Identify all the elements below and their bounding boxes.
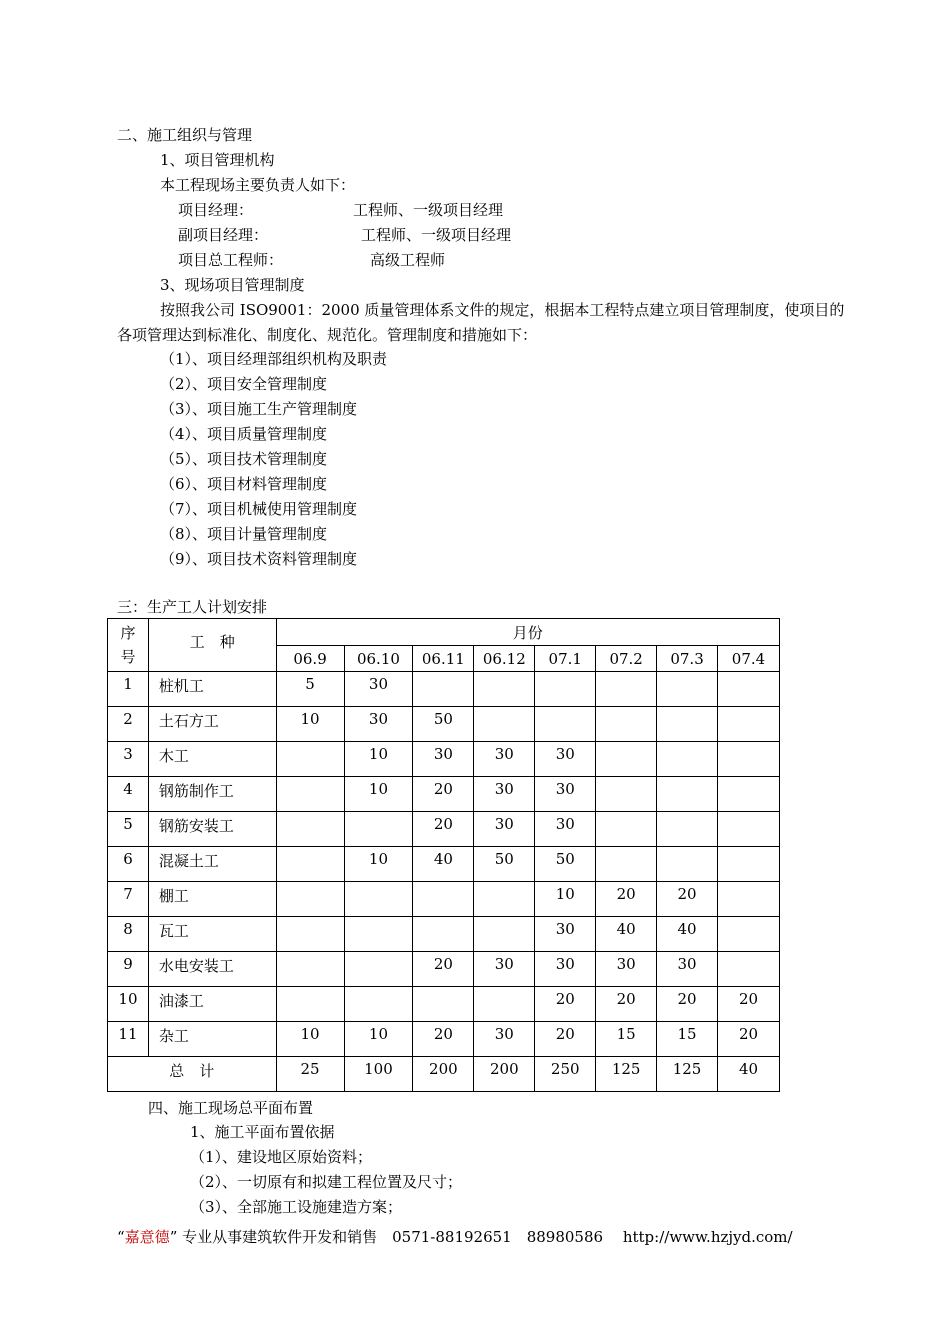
row-value-cell — [657, 847, 718, 882]
row-value-cell — [657, 812, 718, 847]
table-row — [108, 812, 780, 847]
row-number: 9 — [108, 952, 149, 987]
month-cell: 06.9 — [276, 646, 344, 672]
total-label: 总 计 — [108, 1057, 277, 1092]
table-row — [108, 707, 780, 742]
mgmt-item-6: （6）、项目材料管理制度 — [160, 475, 328, 493]
row-value-cell — [718, 672, 780, 707]
row-value-cell — [718, 742, 780, 777]
row-worker-type: 油漆工 — [148, 987, 276, 1022]
row-value-cell — [596, 812, 657, 847]
row-value-cell: 20 — [596, 882, 657, 917]
row-worker-type: 钢筋制作工 — [148, 777, 276, 812]
month-cell: 07.4 — [718, 646, 780, 672]
table-row — [108, 777, 780, 812]
row-worker-type: 混凝土工 — [148, 847, 276, 882]
basis-item-1: （1）、建设地区原始资料； — [190, 1148, 373, 1166]
section4-sub1: 1、施工平面布置依据 — [190, 1123, 335, 1141]
row-value-cell — [413, 882, 474, 917]
role-title-chief: 高级工程师 — [370, 251, 446, 269]
table-row — [108, 1022, 780, 1057]
row-value-cell: 30 — [535, 812, 596, 847]
row-number: 5 — [108, 812, 149, 847]
row-value-cell — [344, 812, 413, 847]
row-value-cell — [276, 742, 344, 777]
row-worker-type: 钢筋安装工 — [148, 812, 276, 847]
row-value-cell — [276, 917, 344, 952]
header-type: 工 种 — [148, 619, 276, 672]
row-value-cell: 30 — [413, 742, 474, 777]
row-value-cell: 40 — [596, 917, 657, 952]
row-number: 2 — [108, 707, 149, 742]
row-value-cell — [474, 707, 535, 742]
row-value-cell — [657, 777, 718, 812]
row-value-cell: 20 — [657, 987, 718, 1022]
row-value-cell: 30 — [474, 812, 535, 847]
table-row — [108, 742, 780, 777]
row-value-cell — [276, 882, 344, 917]
row-value-cell — [344, 917, 413, 952]
row-value-cell — [413, 987, 474, 1022]
row-value-cell: 50 — [535, 847, 596, 882]
row-worker-type: 瓦工 — [148, 917, 276, 952]
row-value-cell — [344, 952, 413, 987]
row-value-cell — [474, 987, 535, 1022]
row-value-cell — [718, 917, 780, 952]
row-worker-type: 木工 — [148, 742, 276, 777]
row-number: 8 — [108, 917, 149, 952]
total-cell: 125 — [596, 1057, 657, 1092]
footer-text: 专业从事建筑软件开发和销售 0571-88192651 88980586 http://www.hzjyd.com/ — [177, 1228, 793, 1246]
row-worker-type: 桩机工 — [148, 672, 276, 707]
row-value-cell: 10 — [344, 742, 413, 777]
table-row — [108, 917, 780, 952]
row-value-cell: 50 — [413, 707, 474, 742]
row-value-cell: 5 — [276, 672, 344, 707]
row-value-cell: 15 — [657, 1022, 718, 1057]
mgmt-item-8: （8）、项目计量管理制度 — [160, 525, 328, 543]
row-value-cell — [474, 917, 535, 952]
row-worker-type: 土石方工 — [148, 707, 276, 742]
row-value-cell — [276, 812, 344, 847]
row-value-cell — [657, 672, 718, 707]
row-value-cell — [474, 882, 535, 917]
row-value-cell: 30 — [344, 672, 413, 707]
row-value-cell — [276, 777, 344, 812]
row-value-cell: 30 — [535, 777, 596, 812]
section4-heading: 四、施工现场总平面布置 — [148, 1099, 314, 1117]
footer-brand: 嘉意德 — [124, 1228, 170, 1246]
row-value-cell: 20 — [535, 987, 596, 1022]
row-number: 11 — [108, 1022, 149, 1057]
row-value-cell: 10 — [276, 1022, 344, 1057]
row-value-cell — [276, 952, 344, 987]
total-cell: 200 — [474, 1057, 535, 1092]
row-value-cell: 30 — [344, 707, 413, 742]
worker-plan-table — [107, 618, 780, 1092]
row-value-cell — [596, 777, 657, 812]
table-row — [108, 672, 780, 707]
mgmt-item-4: （4）、项目质量管理制度 — [160, 425, 328, 443]
month-cell: 07.2 — [596, 646, 657, 672]
row-value-cell — [276, 987, 344, 1022]
header-seq-label: 序号 — [120, 624, 136, 666]
role-title-pm: 工程师、一级项目经理 — [353, 201, 504, 219]
row-value-cell: 30 — [474, 952, 535, 987]
row-value-cell: 40 — [413, 847, 474, 882]
row-number: 1 — [108, 672, 149, 707]
row-value-cell — [718, 812, 780, 847]
mgmt-item-5: （5）、项目技术管理制度 — [160, 450, 328, 468]
month-cell: 06.10 — [344, 646, 413, 672]
role-label-deputy: 副项目经理： — [178, 226, 269, 244]
row-value-cell: 20 — [657, 882, 718, 917]
mgmt-item-2: （2）、项目安全管理制度 — [160, 375, 328, 393]
row-value-cell: 30 — [535, 742, 596, 777]
basis-item-2: （2）、一切原有和拟建工程位置及尺寸； — [190, 1173, 463, 1191]
row-value-cell — [596, 672, 657, 707]
row-value-cell — [276, 847, 344, 882]
row-value-cell — [718, 847, 780, 882]
section2-sub1: 1、项目管理机构 — [160, 151, 275, 169]
table-total-row — [108, 1057, 780, 1092]
row-worker-type: 杂工 — [148, 1022, 276, 1057]
table-row — [108, 987, 780, 1022]
section2-heading: 二、施工组织与管理 — [117, 126, 253, 144]
row-value-cell — [344, 882, 413, 917]
row-value-cell: 10 — [535, 882, 596, 917]
row-number: 7 — [108, 882, 149, 917]
row-value-cell — [718, 952, 780, 987]
row-value-cell: 40 — [657, 917, 718, 952]
table-header-row — [108, 619, 780, 646]
page-footer — [117, 1227, 793, 1247]
section2-intro: 本工程现场主要负责人如下： — [160, 176, 356, 194]
month-cell: 07.1 — [535, 646, 596, 672]
row-value-cell — [413, 672, 474, 707]
month-cell: 07.3 — [657, 646, 718, 672]
row-worker-type: 水电安装工 — [148, 952, 276, 987]
header-month: 月份 — [276, 619, 779, 646]
row-value-cell: 20 — [413, 952, 474, 987]
total-cell: 100 — [344, 1057, 413, 1092]
row-value-cell — [535, 707, 596, 742]
row-worker-type: 棚工 — [148, 882, 276, 917]
section3-heading: 三：生产工人计划安排 — [117, 598, 268, 616]
total-cell: 25 — [276, 1057, 344, 1092]
total-cell: 250 — [535, 1057, 596, 1092]
footer-quote-open: “ — [117, 1228, 125, 1246]
row-value-cell — [596, 707, 657, 742]
table-row — [108, 847, 780, 882]
row-value-cell: 20 — [718, 1022, 780, 1057]
row-value-cell: 10 — [344, 1022, 413, 1057]
row-value-cell: 30 — [474, 1022, 535, 1057]
mgmt-item-7: （7）、项目机械使用管理制度 — [160, 500, 358, 518]
row-value-cell: 30 — [535, 917, 596, 952]
table-row — [108, 952, 780, 987]
role-label-pm: 项目经理： — [178, 201, 254, 219]
row-number: 4 — [108, 777, 149, 812]
month-cell: 06.11 — [413, 646, 474, 672]
row-value-cell: 20 — [413, 812, 474, 847]
row-value-cell: 20 — [413, 777, 474, 812]
month-cell: 06.12 — [474, 646, 535, 672]
row-value-cell: 20 — [413, 1022, 474, 1057]
total-cell: 200 — [413, 1057, 474, 1092]
row-value-cell: 10 — [344, 777, 413, 812]
row-value-cell: 30 — [535, 952, 596, 987]
row-value-cell: 30 — [474, 777, 535, 812]
row-value-cell: 15 — [596, 1022, 657, 1057]
row-value-cell: 30 — [474, 742, 535, 777]
row-value-cell — [474, 672, 535, 707]
total-cell: 40 — [718, 1057, 780, 1092]
row-value-cell — [535, 672, 596, 707]
row-number: 10 — [108, 987, 149, 1022]
role-label-chief: 项目总工程师： — [178, 251, 284, 269]
basis-item-3: （3）、全部施工设施建造方案； — [190, 1198, 403, 1216]
row-value-cell: 10 — [276, 707, 344, 742]
row-value-cell: 10 — [344, 847, 413, 882]
mgmt-item-3: （3）、项目施工生产管理制度 — [160, 400, 358, 418]
row-value-cell: 30 — [596, 952, 657, 987]
row-number: 3 — [108, 742, 149, 777]
management-paragraph: 按照我公司 ISO9001：2000 质量管理体系文件的规定，根据本工程特点建立项目管理制度，使项目的各项管理达到标准化、制度化、规范化。管理制度和措施如下： — [117, 301, 845, 344]
role-title-deputy: 工程师、一级项目经理 — [361, 226, 512, 244]
row-value-cell: 30 — [657, 952, 718, 987]
row-value-cell — [718, 707, 780, 742]
row-number: 6 — [108, 847, 149, 882]
row-value-cell — [718, 777, 780, 812]
row-value-cell — [596, 742, 657, 777]
header-seq — [108, 619, 149, 672]
row-value-cell — [596, 847, 657, 882]
mgmt-item-1: （1）、项目经理部组织机构及职责 — [160, 350, 388, 368]
row-value-cell — [718, 882, 780, 917]
row-value-cell — [413, 917, 474, 952]
row-value-cell: 20 — [535, 1022, 596, 1057]
mgmt-item-9: （9）、项目技术资料管理制度 — [160, 550, 358, 568]
row-value-cell — [344, 987, 413, 1022]
row-value-cell: 50 — [474, 847, 535, 882]
row-value-cell: 20 — [596, 987, 657, 1022]
footer-quote-close: ” — [169, 1228, 178, 1246]
row-value-cell — [657, 707, 718, 742]
total-cell: 125 — [657, 1057, 718, 1092]
row-value-cell: 20 — [718, 987, 780, 1022]
table-row — [108, 882, 780, 917]
row-value-cell — [657, 742, 718, 777]
section2-sub3: 3、现场项目管理制度 — [160, 276, 305, 294]
